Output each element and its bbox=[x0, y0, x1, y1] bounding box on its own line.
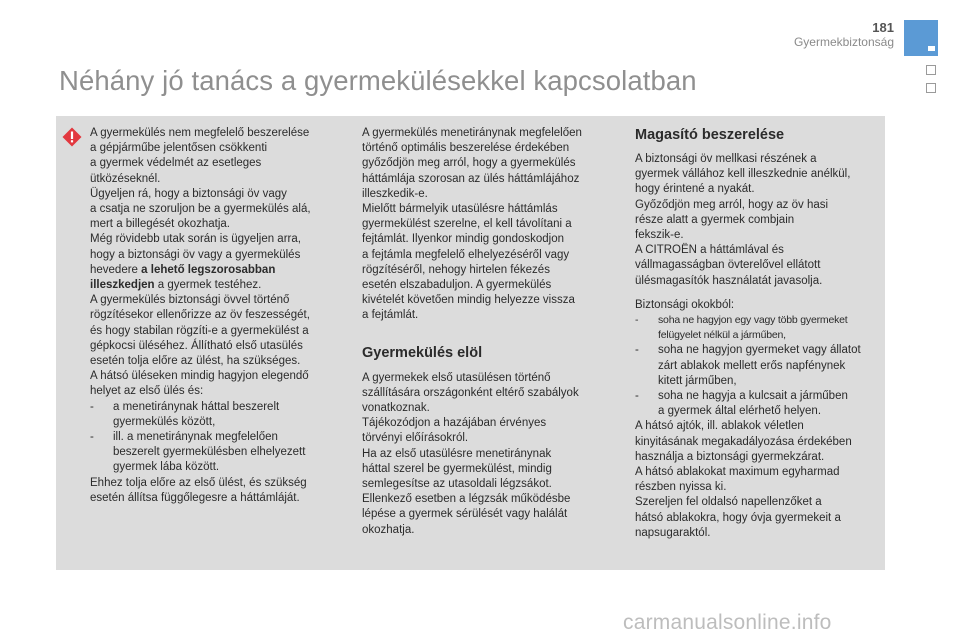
text-line: A gyermekülés nem megfelelő beszerelése bbox=[90, 127, 310, 139]
section-heading: Gyermekülés elöl bbox=[362, 344, 483, 361]
text-line: és hogy stabilan rögzíti-e a gyermekülést a bbox=[90, 324, 309, 337]
text-line: A CITROËN a háttámlával és bbox=[635, 244, 784, 257]
text-line: a fejtámla megfelelő elhelyezéséről vagy bbox=[362, 248, 570, 261]
text-line: Biztonsági okokból: bbox=[635, 298, 735, 311]
text-line: háttámlája szorosan az ülés háttámlájához bbox=[362, 172, 580, 185]
text-line: részben nyissa ki. bbox=[635, 481, 727, 494]
text-line: semlegesítse az utasoldali légzsákot. bbox=[362, 478, 552, 491]
text-line: soha ne hagyja a kulcsait a járműben bbox=[658, 390, 848, 403]
chapter-tab-empty-1 bbox=[926, 65, 936, 75]
column-left bbox=[90, 126, 340, 506]
text-line: lépése a gyermek sérülését vagy halálát bbox=[362, 508, 568, 521]
text-line: törvényi előírásokról. bbox=[362, 432, 469, 445]
text-line: Még rövidebb utak során is ügyeljen arra, bbox=[90, 233, 301, 246]
text-line: zárt ablakok mellett erős napfénynek bbox=[658, 359, 846, 372]
text-line: soha ne hagyjon egy vagy több gyermeket bbox=[658, 314, 848, 327]
dash-list-item: - ill. a menetiránynak megfelelően beszerelt gyermekülésben elhelyezett gyermek lába között. bbox=[90, 430, 340, 476]
text-line: A hátsó ajtók, ill. ablakok véletlen bbox=[635, 420, 804, 433]
text-line: A hátsó ablakokat maximum egyharmad bbox=[635, 466, 840, 479]
text-line: ütközéseknél. bbox=[90, 172, 161, 185]
text-line: esetén elszabaduljon. A gyermekülés bbox=[362, 279, 552, 292]
text-line: beszerelt gyermekülésben elhelyezett bbox=[113, 446, 306, 459]
text-line: mert a billegését okozhatja. bbox=[90, 218, 230, 231]
text-line: szállítására országonként eltérő szabályok bbox=[362, 386, 579, 399]
text-line: történő optimális beszerelése érdekében bbox=[362, 142, 570, 155]
text-line: használja a biztonsági gyermekzárat. bbox=[635, 450, 825, 463]
text-line: A gyermekülés menetiránynak megfelelően bbox=[362, 127, 582, 139]
text-line: Ehhez tolja előre az első ülést, és szükség bbox=[90, 476, 307, 489]
text-line: hátsó ablakokra, hogy óvja gyermekeit a bbox=[635, 511, 841, 524]
text-line bbox=[90, 263, 340, 278]
dash-list-item: - soha ne hagyjon egy vagy több gyermeket felügyelet nélkül a járműben, bbox=[635, 313, 879, 343]
text-line: kinyitásának megakadályozása érdekében bbox=[635, 435, 852, 448]
text-line: hogy a biztonsági öv vagy a gyermekülés bbox=[90, 248, 301, 261]
text-line: fekszik-e. bbox=[635, 229, 684, 242]
text-line: fejtámlát. Ilyenkor mindig gondoskodjon bbox=[362, 233, 565, 246]
text-line: esetén állítsa függőlegesre a háttámláját. bbox=[90, 491, 300, 504]
text-line: A gyermekülés biztonsági övvel történő bbox=[90, 294, 290, 307]
text-span: a gyermek testéhez. bbox=[154, 279, 262, 292]
text-span: hevedere bbox=[90, 263, 142, 276]
text-line: gyermek vállához kell illeszkednie anélkül, bbox=[635, 168, 851, 181]
text-line: a gyermek által elérhető helyen. bbox=[658, 405, 822, 418]
text-line: gyermekülést szerelne, el kell távolítani a bbox=[362, 218, 572, 231]
text-line: gépkocsi üléséhez. Állítható első utasülés bbox=[90, 339, 303, 352]
page-number: 181 bbox=[872, 20, 894, 35]
text-line: háttal szerel be gyermekülést, mindig bbox=[362, 462, 552, 475]
column-middle bbox=[362, 126, 612, 538]
text-line: A hátsó üléseken mindig hagyjon elegendő bbox=[90, 370, 309, 383]
chapter-tab-active bbox=[904, 20, 938, 56]
text-line: ülésmagasítók használatát javasolja. bbox=[635, 274, 823, 287]
dash-list-item: - soha ne hagyja a kulcsait a járműben a gyermek által elérhető helyen. bbox=[635, 389, 879, 419]
text-line: a menetiránynak háttal beszerelt bbox=[113, 400, 280, 413]
text-line: rögzítéséről, nehogy hirtelen fékezés bbox=[362, 263, 550, 276]
text-line: helyet az első ülés és: bbox=[90, 385, 204, 398]
chapter-tab-empty-2 bbox=[926, 83, 936, 93]
text-line: Ügyeljen rá, hogy a biztonsági öv vagy bbox=[90, 187, 287, 200]
text-line: okozhatja. bbox=[362, 523, 415, 536]
text-line: gyermekülés között, bbox=[113, 415, 216, 428]
text-line: A gyermekek első utasülésen történő bbox=[362, 371, 551, 384]
text-line: a fejtámlát. bbox=[362, 309, 419, 322]
dash-list-item: - soha ne hagyjon gyermeket vagy állatot zárt ablakok mellett erős napfénynek kitett járműben, bbox=[635, 343, 879, 389]
text-line: Győződjön meg arról, hogy az öv hasi bbox=[635, 198, 829, 211]
section-heading: Magasító beszerelése bbox=[635, 127, 785, 143]
text-line: hogy érintené a nyakát. bbox=[635, 183, 755, 196]
text-line: felügyelet nélkül a járműben, bbox=[658, 329, 786, 342]
emphasis-text: a lehető legszorosabban bbox=[141, 263, 276, 276]
text-line: illeszkedik-e. bbox=[362, 187, 428, 200]
section-name: Gyermekbiztonság bbox=[793, 35, 894, 49]
text-line: rögzítésekor ellenőrizze az öv feszességét, bbox=[90, 309, 310, 322]
column-right bbox=[635, 126, 879, 541]
text-line: Ha az első utasülésre menetiránynak bbox=[362, 447, 552, 460]
text-line: Tájékozódjon a hazájában érvényes bbox=[362, 417, 547, 430]
text-line: esetén tolja előre az ülést, ha szükséges. bbox=[90, 355, 301, 368]
text-line: gyermek lába között. bbox=[113, 461, 220, 474]
text-line bbox=[90, 278, 340, 293]
text-line: a csatja ne szoruljon be a gyermekülés alá, bbox=[90, 203, 311, 216]
text-line: soha ne hagyjon gyermeket vagy állatot bbox=[658, 344, 861, 357]
page-title: Néhány jó tanács a gyermekülésekkel kapcsolatban bbox=[59, 65, 697, 96]
text-line: a gépjárműbe jelentősen csökkenti bbox=[90, 142, 268, 155]
text-line: Mielőtt bármelyik utasülésre háttámlás bbox=[362, 203, 558, 216]
warning-icon bbox=[62, 127, 82, 147]
dash-list-item: - a menetiránynak háttal beszerelt gyermekülés között, bbox=[90, 400, 340, 430]
text-line: kitett járműben, bbox=[658, 374, 737, 387]
text-line: vállmagasságban övterelővel ellátott bbox=[635, 259, 821, 272]
text-line: győződjön meg arról, hogy a gyermekülés bbox=[362, 157, 576, 170]
text-line: része alatt a gyermek combjain bbox=[635, 213, 795, 226]
text-line: Ellenkező esetben a légzsák működésbe bbox=[362, 493, 571, 506]
emphasis-text: illeszkedjen bbox=[90, 279, 155, 292]
watermark: carmanualsonline.info bbox=[623, 611, 832, 634]
text-line: ill. a menetiránynak megfelelően bbox=[113, 431, 278, 444]
text-line: a gyermek védelmét az esetleges bbox=[90, 157, 262, 170]
text-line: kivételét követően mindig helyezze vissza bbox=[362, 294, 575, 307]
text-line: Szereljen fel oldalsó napellenzőket a bbox=[635, 496, 822, 509]
text-line: vonatkoznak. bbox=[362, 402, 430, 415]
text-line: napsugaraktól. bbox=[635, 526, 711, 539]
text-line: A biztonsági öv mellkasi részének a bbox=[635, 153, 817, 165]
